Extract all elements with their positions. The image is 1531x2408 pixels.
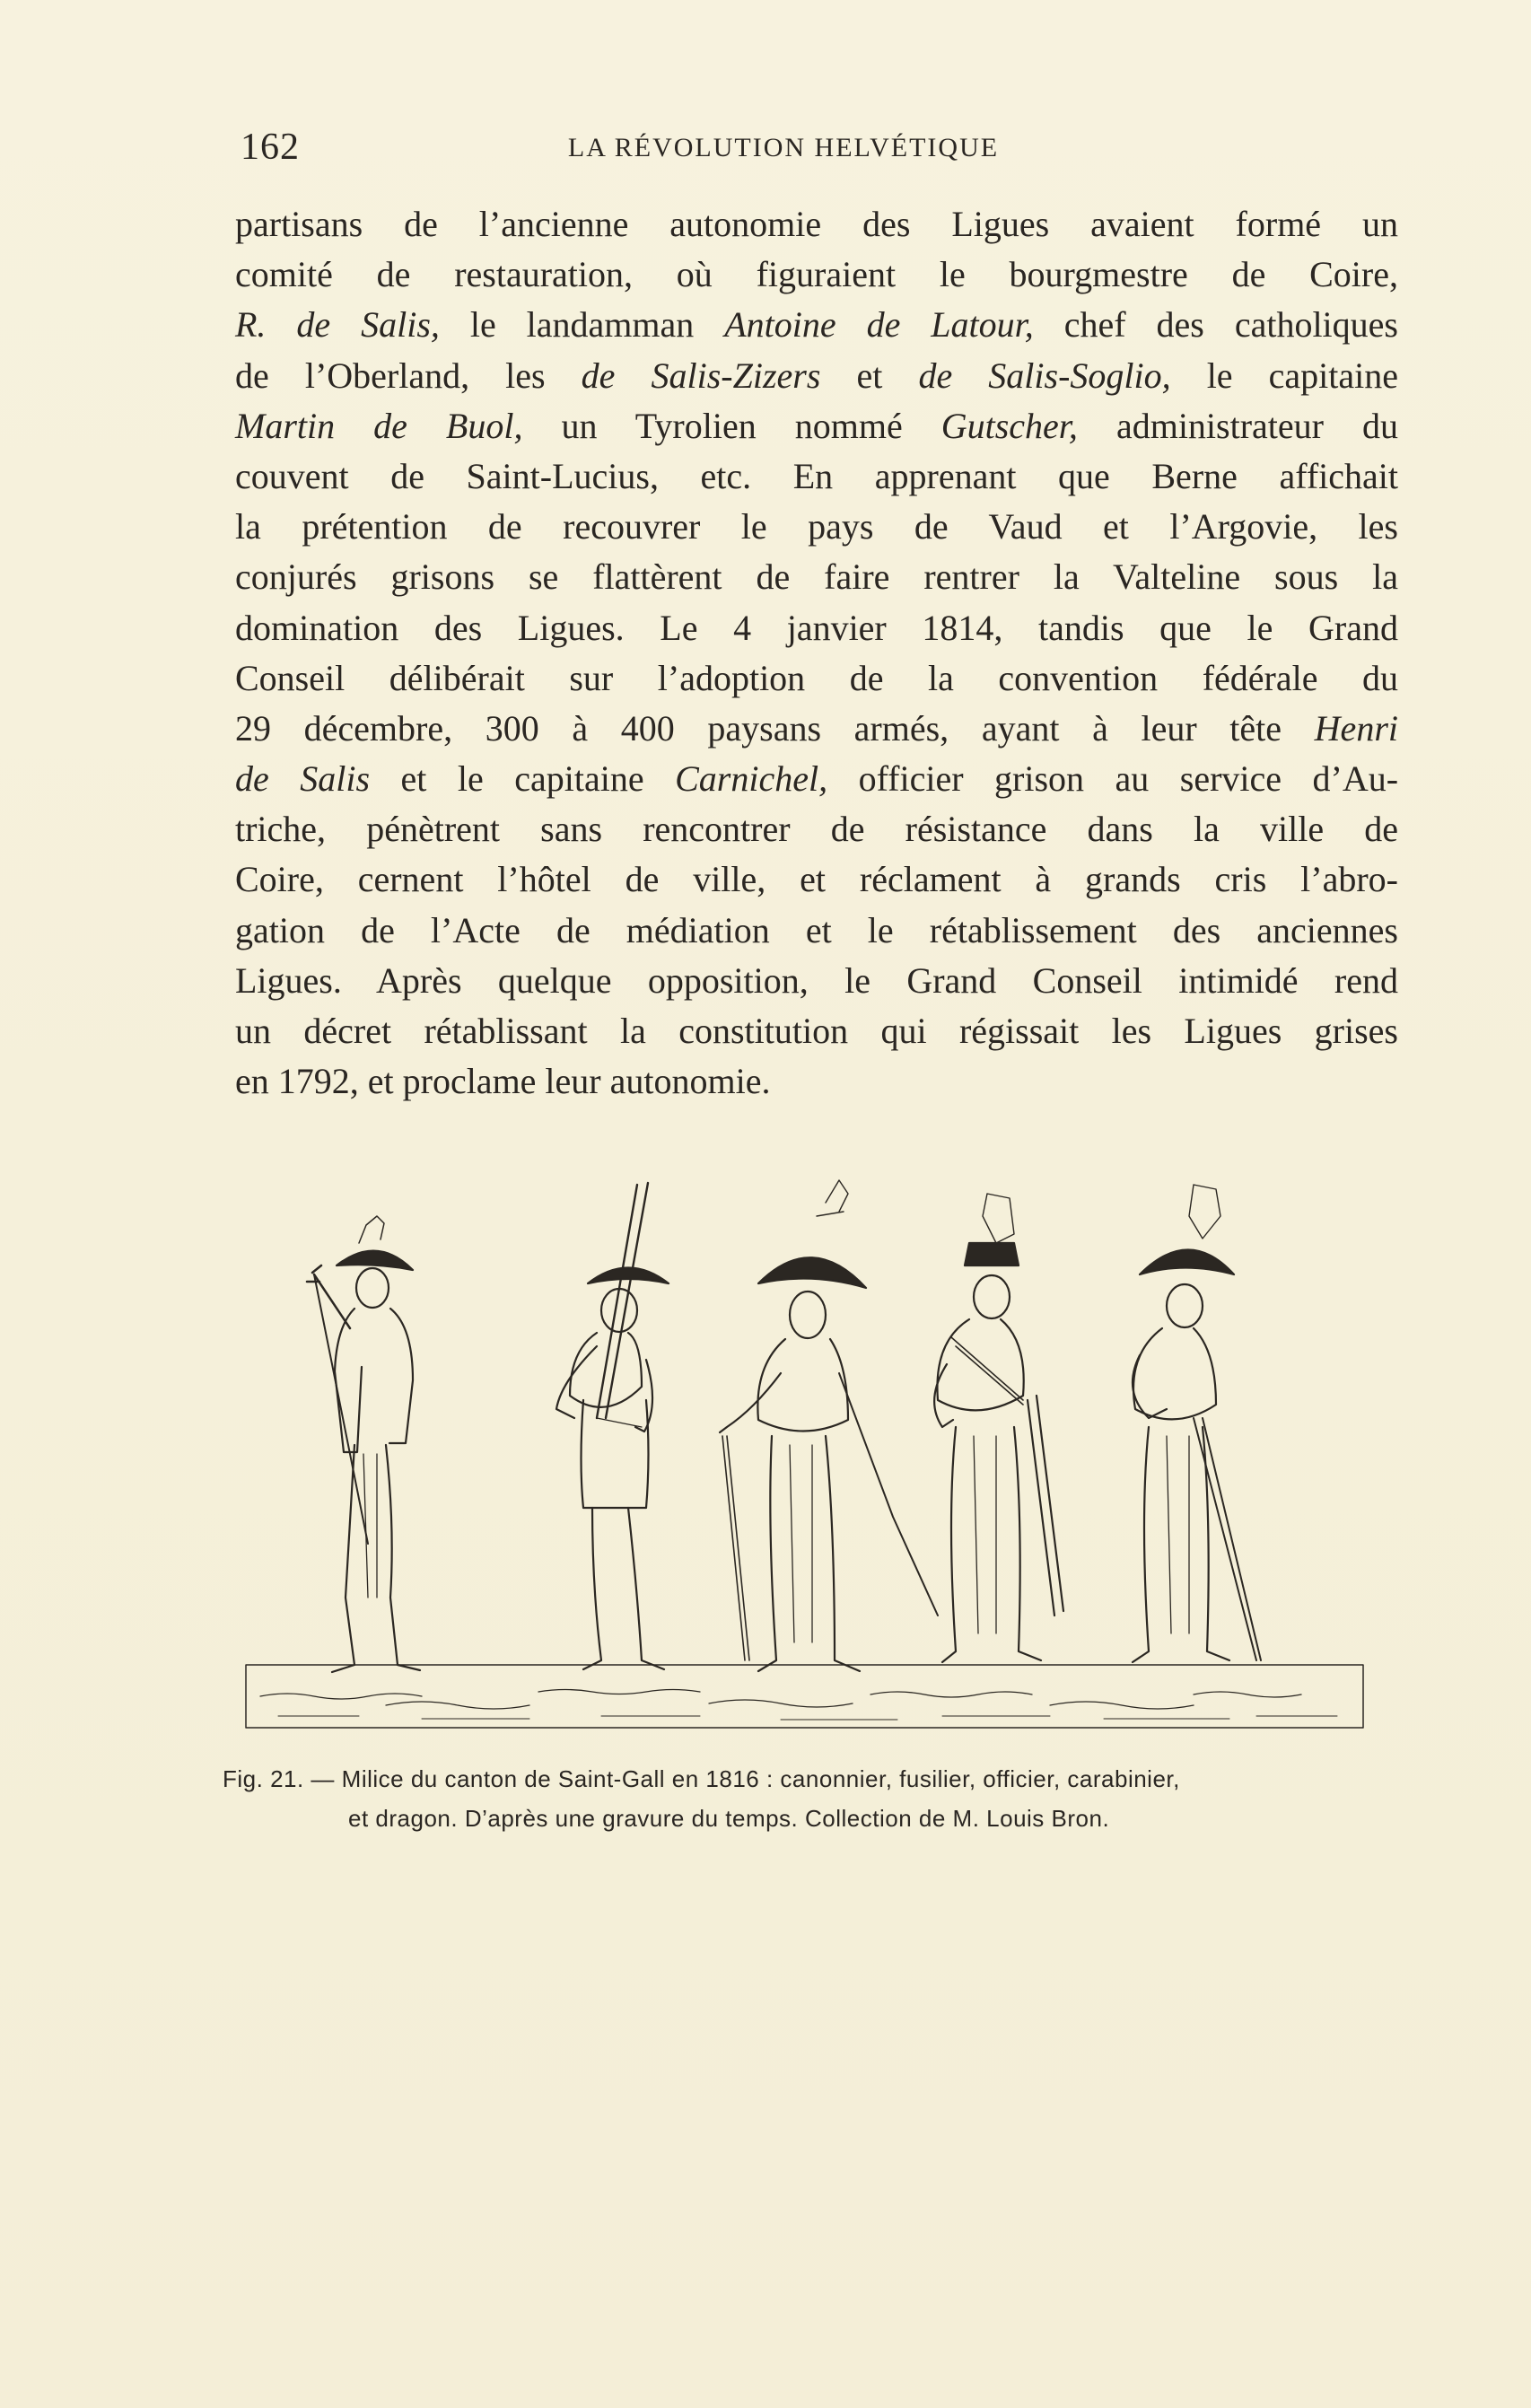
text-segment: la prétention de recouvrer le pays de Vaud et l’Argovie, les — [235, 506, 1398, 547]
text-line — [235, 1006, 1398, 1056]
text-line — [235, 754, 1398, 804]
text-segment: 29 décembre, 300 à 400 paysans armés, ayant à leur tête — [235, 707, 1315, 749]
caption-line-1: Fig. 21. — Milice du canton de Saint-Gall en 1816 : canonnier, fusilier, officier, carabinier, — [223, 1765, 1180, 1792]
running-title: LA RÉVOLUTION HELVÉTIQUE — [567, 133, 1000, 162]
italic-name: Martin de Buol, — [235, 405, 523, 446]
text-segment: Ligues. Après quelque opposition, le Grand Conseil intimidé rend — [235, 959, 1398, 1001]
text-segment: conjurés grisons se flattèrent de faire rentrer la Valteline sous la — [235, 556, 1398, 598]
text-segment: Coire, cernent l’hôtel de ville, et réclament à grands cris l’abro- — [235, 859, 1398, 900]
caption-line-2: et dragon. D’après une gravure du temps. Collection de M. Louis Bron. — [348, 1805, 1110, 1832]
italic-name: Antoine de Latour, — [724, 304, 1034, 346]
text-segment: administrateur du — [1077, 405, 1398, 446]
figure-officier — [720, 1180, 938, 1671]
text-segment: triche, pénètrent sans rencontrer de résistance dans la ville de — [235, 809, 1398, 850]
italic-name: de Salis — [235, 758, 371, 800]
text-line — [235, 451, 1398, 502]
figure-fusilier — [556, 1183, 669, 1669]
text-segment: en 1792, et proclame leur autonomie. — [235, 1061, 771, 1102]
text-line — [235, 804, 1398, 854]
page-header — [241, 126, 1398, 180]
text-segment: le capitaine — [1170, 355, 1398, 396]
text-line — [235, 199, 1398, 250]
text-segment: gation de l’Acte de médiation et le rétablissement des anciennes — [235, 909, 1398, 950]
text-line — [235, 401, 1398, 451]
text-segment: et le capitaine — [370, 758, 676, 800]
engraving-figure — [242, 1167, 1369, 1732]
text-line — [235, 552, 1398, 602]
text-line — [235, 300, 1398, 350]
figure-carabinier — [934, 1194, 1063, 1662]
text-line — [235, 956, 1398, 1006]
body-paragraph — [235, 199, 1398, 1107]
text-segment: domination des Ligues. Le 4 janvier 1814, tandis que le Grand — [235, 607, 1398, 648]
italic-name: Carnichel, — [675, 758, 828, 800]
text-line — [235, 704, 1398, 754]
text-segment: Conseil délibérait sur l’adoption de la convention fédérale du — [235, 657, 1398, 698]
text-segment: couvent de Saint-Lucius, etc. En apprenant que Berne affichait — [235, 455, 1398, 496]
text-segment: un Tyrolien nommé — [522, 405, 941, 446]
text-line — [235, 653, 1398, 704]
militia-engraving-illustration — [242, 1167, 1369, 1732]
italic-name: R. de Salis, — [235, 304, 440, 346]
page-number: 162 — [241, 127, 300, 168]
text-line — [235, 250, 1398, 300]
figure-caption — [223, 1759, 1398, 1838]
text-segment: un décret rétablissant la constitution qui régissait les Ligues grises — [235, 1011, 1398, 1051]
text-segment: le landamman — [439, 304, 725, 346]
text-line — [235, 854, 1398, 905]
italic-name: Henri — [1314, 707, 1398, 749]
text-line — [235, 906, 1398, 956]
text-segment: chef des catholiques — [1033, 304, 1398, 346]
italic-name: de Salis-Soglio, — [918, 355, 1171, 396]
text-line — [235, 603, 1398, 653]
text-line — [235, 1056, 1398, 1107]
text-segment: et — [820, 355, 919, 396]
figure-dragon — [1133, 1185, 1261, 1662]
text-line — [235, 502, 1398, 552]
text-segment: de l’Oberland, les — [235, 355, 582, 396]
text-segment: officier grison au service d’Au- — [827, 758, 1399, 800]
figure-canonnier — [307, 1216, 420, 1672]
text-segment: partisans de l’ancienne autonomie des Ligues avaient formé un — [235, 204, 1398, 244]
text-line — [235, 351, 1398, 401]
italic-name: Gutscher, — [940, 405, 1078, 446]
italic-name: de Salis-Zizers — [581, 355, 821, 396]
text-segment: comité de restauration, où figuraient le bourgmestre de Coire, — [235, 254, 1398, 295]
